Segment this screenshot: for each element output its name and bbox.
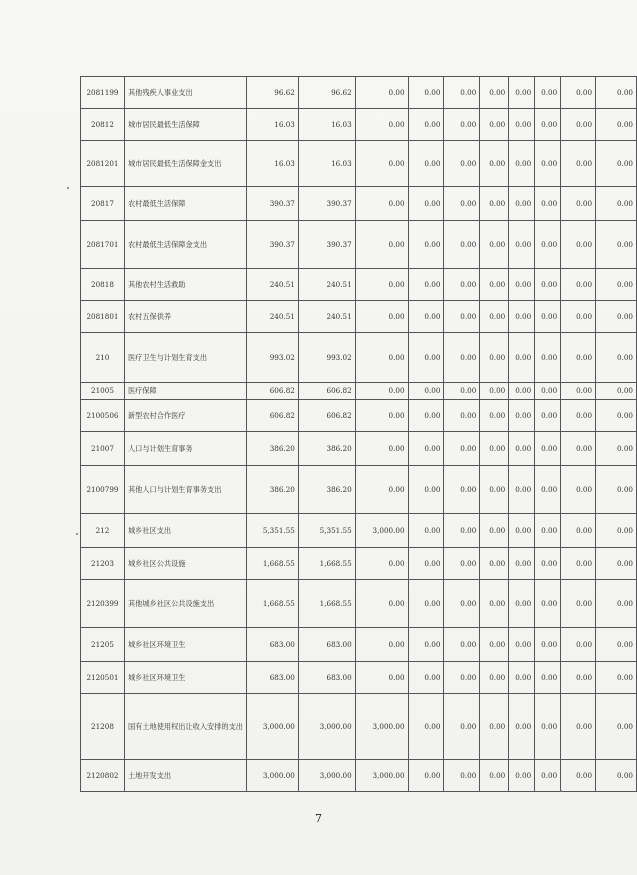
row-value: 0.00 xyxy=(355,333,408,383)
row-value: 0.00 xyxy=(596,694,637,760)
row-value: 0.00 xyxy=(408,400,444,432)
row-value: 1,668.55 xyxy=(298,580,355,628)
row-name: 新型农村合作医疗 xyxy=(124,400,246,432)
row-value: 0.00 xyxy=(408,760,444,792)
row-value: 0.00 xyxy=(408,301,444,333)
row-value: 0.00 xyxy=(480,269,509,301)
scan-speck xyxy=(76,533,78,535)
table-row xyxy=(81,333,637,383)
row-code: 212 xyxy=(81,514,125,548)
row-value: 0.00 xyxy=(561,187,596,221)
row-value: 0.00 xyxy=(509,77,535,109)
row-value: 0.00 xyxy=(408,466,444,514)
row-value: 0.00 xyxy=(355,141,408,187)
row-value: 683.00 xyxy=(298,628,355,662)
row-value: 0.00 xyxy=(509,466,535,514)
row-value: 683.00 xyxy=(246,662,298,694)
row-value: 683.00 xyxy=(246,628,298,662)
row-value: 0.00 xyxy=(408,432,444,466)
row-value: 0.00 xyxy=(561,77,596,109)
row-name: 农村五保供养 xyxy=(124,301,246,333)
table-row xyxy=(81,466,637,514)
row-value: 0.00 xyxy=(480,694,509,760)
row-value: 5,351.55 xyxy=(298,514,355,548)
row-name: 人口与计划生育事务 xyxy=(124,432,246,466)
row-value: 0.00 xyxy=(444,662,480,694)
row-value: 386.20 xyxy=(298,432,355,466)
row-value: 683.00 xyxy=(298,662,355,694)
table-row xyxy=(81,548,637,580)
table-row xyxy=(81,383,637,400)
row-value: 16.03 xyxy=(246,141,298,187)
row-value: 0.00 xyxy=(596,187,637,221)
row-value: 0.00 xyxy=(596,269,637,301)
table-row xyxy=(81,400,637,432)
row-value: 0.00 xyxy=(509,221,535,269)
row-name: 医疗卫生与计划生育支出 xyxy=(124,333,246,383)
row-value: 0.00 xyxy=(535,333,561,383)
row-value: 0.00 xyxy=(480,628,509,662)
row-value: 96.62 xyxy=(246,77,298,109)
row-value: 0.00 xyxy=(480,141,509,187)
row-value: 0.00 xyxy=(596,333,637,383)
row-value: 0.00 xyxy=(561,514,596,548)
row-value: 0.00 xyxy=(535,662,561,694)
row-value: 0.00 xyxy=(355,187,408,221)
row-value: 606.82 xyxy=(246,400,298,432)
row-value: 0.00 xyxy=(444,580,480,628)
row-value: 0.00 xyxy=(444,400,480,432)
row-value: 0.00 xyxy=(561,760,596,792)
row-name: 农村最低生活保障金支出 xyxy=(124,221,246,269)
row-value: 0.00 xyxy=(509,187,535,221)
row-code: 20812 xyxy=(81,109,125,141)
row-value: 0.00 xyxy=(561,466,596,514)
row-value: 0.00 xyxy=(480,580,509,628)
row-value: 0.00 xyxy=(535,301,561,333)
row-value: 0.00 xyxy=(355,662,408,694)
row-value: 0.00 xyxy=(596,77,637,109)
table-row xyxy=(81,662,637,694)
row-value: 0.00 xyxy=(596,466,637,514)
row-value: 0.00 xyxy=(561,580,596,628)
row-value: 240.51 xyxy=(298,301,355,333)
row-value: 0.00 xyxy=(355,109,408,141)
row-value: 240.51 xyxy=(246,269,298,301)
row-value: 0.00 xyxy=(535,466,561,514)
row-value: 0.00 xyxy=(444,628,480,662)
row-value: 0.00 xyxy=(596,760,637,792)
row-code: 2120802 xyxy=(81,760,125,792)
row-value: 0.00 xyxy=(535,400,561,432)
row-code: 2120399 xyxy=(81,580,125,628)
row-value: 0.00 xyxy=(596,548,637,580)
scan-speck xyxy=(560,790,562,792)
row-value: 3,000.00 xyxy=(246,694,298,760)
row-name: 城乡社区支出 xyxy=(124,514,246,548)
row-code: 21203 xyxy=(81,548,125,580)
table-row xyxy=(81,628,637,662)
row-value: 0.00 xyxy=(509,628,535,662)
row-value: 386.20 xyxy=(246,466,298,514)
row-value: 0.00 xyxy=(561,333,596,383)
row-code: 20818 xyxy=(81,269,125,301)
table-row xyxy=(81,514,637,548)
row-value: 0.00 xyxy=(480,77,509,109)
row-value: 0.00 xyxy=(355,580,408,628)
table-row xyxy=(81,269,637,301)
row-value: 0.00 xyxy=(480,333,509,383)
row-value: 0.00 xyxy=(596,662,637,694)
row-value: 0.00 xyxy=(561,628,596,662)
table-row xyxy=(81,432,637,466)
row-value: 390.37 xyxy=(246,187,298,221)
row-value: 0.00 xyxy=(408,580,444,628)
row-value: 390.37 xyxy=(246,221,298,269)
row-value: 0.00 xyxy=(535,221,561,269)
row-value: 0.00 xyxy=(444,694,480,760)
row-value: 5,351.55 xyxy=(246,514,298,548)
row-code: 21208 xyxy=(81,694,125,760)
row-value: 0.00 xyxy=(408,333,444,383)
budget-table xyxy=(80,76,637,792)
row-value: 0.00 xyxy=(444,432,480,466)
table-row xyxy=(81,109,637,141)
row-value: 0.00 xyxy=(535,383,561,400)
row-value: 0.00 xyxy=(535,269,561,301)
row-code: 210 xyxy=(81,333,125,383)
row-value: 0.00 xyxy=(480,221,509,269)
row-value: 0.00 xyxy=(355,628,408,662)
scan-speck xyxy=(67,187,69,189)
table-row xyxy=(81,77,637,109)
row-name: 农村最低生活保障 xyxy=(124,187,246,221)
row-value: 0.00 xyxy=(561,269,596,301)
table-row xyxy=(81,141,637,187)
row-value: 1,668.55 xyxy=(246,548,298,580)
row-value: 0.00 xyxy=(561,694,596,760)
row-value: 0.00 xyxy=(561,400,596,432)
row-code: 20817 xyxy=(81,187,125,221)
row-code: 2100506 xyxy=(81,400,125,432)
row-name: 城乡社区环境卫生 xyxy=(124,628,246,662)
row-value: 0.00 xyxy=(535,580,561,628)
table-row xyxy=(81,694,637,760)
row-code: 21005 xyxy=(81,383,125,400)
row-value: 0.00 xyxy=(535,514,561,548)
row-value: 0.00 xyxy=(561,662,596,694)
row-value: 0.00 xyxy=(509,141,535,187)
row-value: 0.00 xyxy=(596,221,637,269)
row-value: 0.00 xyxy=(596,580,637,628)
row-value: 0.00 xyxy=(408,109,444,141)
row-value: 0.00 xyxy=(509,514,535,548)
row-value: 0.00 xyxy=(408,694,444,760)
row-value: 0.00 xyxy=(355,466,408,514)
row-value: 0.00 xyxy=(596,383,637,400)
row-value: 0.00 xyxy=(444,141,480,187)
row-value: 0.00 xyxy=(444,109,480,141)
row-value: 0.00 xyxy=(355,221,408,269)
row-value: 0.00 xyxy=(444,333,480,383)
row-value: 0.00 xyxy=(535,141,561,187)
row-value: 0.00 xyxy=(408,628,444,662)
row-value: 0.00 xyxy=(444,466,480,514)
row-code: 21205 xyxy=(81,628,125,662)
row-value: 3,000.00 xyxy=(298,694,355,760)
row-code: 21007 xyxy=(81,432,125,466)
row-value: 0.00 xyxy=(561,141,596,187)
row-value: 0.00 xyxy=(509,432,535,466)
row-code: 2120501 xyxy=(81,662,125,694)
row-value: 0.00 xyxy=(444,77,480,109)
row-value: 0.00 xyxy=(596,514,637,548)
row-value: 0.00 xyxy=(480,662,509,694)
row-name: 其他农村生活救助 xyxy=(124,269,246,301)
row-value: 0.00 xyxy=(596,400,637,432)
row-value: 0.00 xyxy=(561,301,596,333)
row-value: 0.00 xyxy=(408,662,444,694)
row-value: 386.20 xyxy=(298,466,355,514)
row-value: 3,000.00 xyxy=(298,760,355,792)
table-body xyxy=(81,77,637,792)
table-row xyxy=(81,221,637,269)
row-value: 0.00 xyxy=(480,514,509,548)
row-value: 0.00 xyxy=(509,109,535,141)
row-value: 0.00 xyxy=(509,383,535,400)
row-value: 0.00 xyxy=(480,109,509,141)
row-value: 0.00 xyxy=(509,694,535,760)
row-value: 0.00 xyxy=(355,432,408,466)
row-name: 城乡社区公共设施 xyxy=(124,548,246,580)
row-value: 0.00 xyxy=(535,694,561,760)
row-value: 0.00 xyxy=(509,269,535,301)
row-value: 0.00 xyxy=(509,548,535,580)
row-value: 0.00 xyxy=(408,141,444,187)
row-value: 0.00 xyxy=(480,432,509,466)
row-value: 0.00 xyxy=(509,301,535,333)
row-value: 0.00 xyxy=(444,383,480,400)
row-value: 0.00 xyxy=(444,221,480,269)
row-value: 0.00 xyxy=(509,400,535,432)
table-row xyxy=(81,187,637,221)
row-value: 0.00 xyxy=(596,141,637,187)
row-name: 城市居民最低生活保障金支出 xyxy=(124,141,246,187)
row-value: 0.00 xyxy=(444,514,480,548)
row-code: 2081801 xyxy=(81,301,125,333)
row-value: 0.00 xyxy=(408,187,444,221)
row-value: 3,000.00 xyxy=(355,694,408,760)
row-value: 0.00 xyxy=(509,662,535,694)
row-value: 0.00 xyxy=(509,580,535,628)
row-value: 0.00 xyxy=(408,514,444,548)
row-value: 0.00 xyxy=(596,628,637,662)
row-value: 0.00 xyxy=(535,548,561,580)
row-value: 0.00 xyxy=(509,760,535,792)
row-code: 2081701 xyxy=(81,221,125,269)
row-value: 240.51 xyxy=(298,269,355,301)
row-value: 0.00 xyxy=(355,77,408,109)
row-value: 0.00 xyxy=(596,109,637,141)
row-value: 0.00 xyxy=(408,221,444,269)
row-value: 240.51 xyxy=(246,301,298,333)
table-row xyxy=(81,580,637,628)
row-value: 0.00 xyxy=(355,301,408,333)
row-value: 0.00 xyxy=(444,187,480,221)
row-value: 0.00 xyxy=(561,548,596,580)
row-value: 0.00 xyxy=(408,77,444,109)
row-code: 2081199 xyxy=(81,77,125,109)
page-number: 7 xyxy=(315,812,322,825)
row-value: 1,668.55 xyxy=(298,548,355,580)
row-name: 医疗保障 xyxy=(124,383,246,400)
row-value: 0.00 xyxy=(408,269,444,301)
row-value: 0.00 xyxy=(561,221,596,269)
row-value: 0.00 xyxy=(355,269,408,301)
row-value: 0.00 xyxy=(535,109,561,141)
row-value: 0.00 xyxy=(444,269,480,301)
row-value: 16.03 xyxy=(298,109,355,141)
row-value: 0.00 xyxy=(480,383,509,400)
row-value: 606.82 xyxy=(298,383,355,400)
row-value: 0.00 xyxy=(444,548,480,580)
row-value: 0.00 xyxy=(444,760,480,792)
row-value: 606.82 xyxy=(246,383,298,400)
row-value: 1,668.55 xyxy=(246,580,298,628)
row-value: 390.37 xyxy=(298,221,355,269)
row-value: 0.00 xyxy=(561,383,596,400)
row-name: 城市居民最低生活保障 xyxy=(124,109,246,141)
row-value: 0.00 xyxy=(480,760,509,792)
row-value: 390.37 xyxy=(298,187,355,221)
row-value: 0.00 xyxy=(408,383,444,400)
row-name: 土地开发支出 xyxy=(124,760,246,792)
row-value: 0.00 xyxy=(561,109,596,141)
row-value: 0.00 xyxy=(535,187,561,221)
row-name: 其他残疾人事业支出 xyxy=(124,77,246,109)
row-value: 0.00 xyxy=(444,301,480,333)
row-value: 0.00 xyxy=(535,760,561,792)
row-value: 0.00 xyxy=(535,628,561,662)
row-value: 3,000.00 xyxy=(246,760,298,792)
row-value: 0.00 xyxy=(480,400,509,432)
row-value: 0.00 xyxy=(561,432,596,466)
row-value: 993.02 xyxy=(246,333,298,383)
row-value: 0.00 xyxy=(596,301,637,333)
table-row xyxy=(81,760,637,792)
row-value: 386.20 xyxy=(246,432,298,466)
row-code: 2081201 xyxy=(81,141,125,187)
row-name: 城乡社区环境卫生 xyxy=(124,662,246,694)
row-name: 其他城乡社区公共设施支出 xyxy=(124,580,246,628)
row-value: 0.00 xyxy=(480,548,509,580)
row-value: 3,000.00 xyxy=(355,514,408,548)
row-value: 0.00 xyxy=(480,466,509,514)
row-value: 606.82 xyxy=(298,400,355,432)
row-name: 国有土地使用权出让收入安排的支出 xyxy=(124,694,246,760)
row-value: 96.62 xyxy=(298,77,355,109)
row-value: 0.00 xyxy=(355,400,408,432)
row-value: 0.00 xyxy=(535,77,561,109)
row-value: 0.00 xyxy=(509,333,535,383)
row-value: 0.00 xyxy=(480,301,509,333)
row-value: 0.00 xyxy=(535,432,561,466)
row-value: 0.00 xyxy=(408,548,444,580)
table-row xyxy=(81,301,637,333)
row-value: 16.03 xyxy=(298,141,355,187)
row-value: 3,000.00 xyxy=(355,760,408,792)
row-value: 16.03 xyxy=(246,109,298,141)
row-value: 0.00 xyxy=(480,187,509,221)
row-code: 2100799 xyxy=(81,466,125,514)
row-value: 0.00 xyxy=(355,548,408,580)
row-value: 0.00 xyxy=(355,383,408,400)
row-value: 993.02 xyxy=(298,333,355,383)
row-value: 0.00 xyxy=(596,432,637,466)
row-name: 其他人口与计划生育事务支出 xyxy=(124,466,246,514)
